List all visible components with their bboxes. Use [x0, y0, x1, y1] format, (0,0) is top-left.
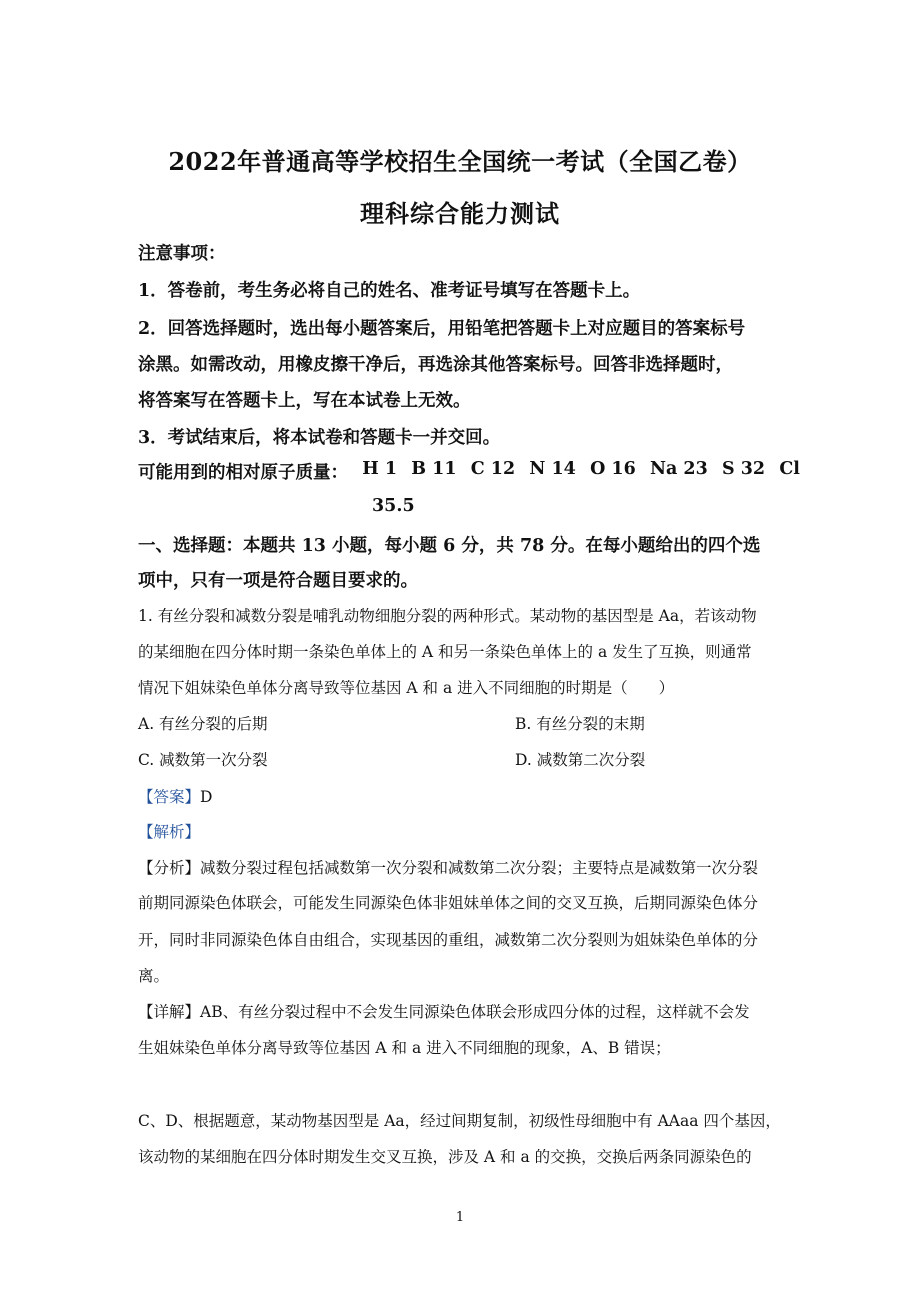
- question-1-line-1: 1. 有丝分裂和减数分裂是哺乳动物细胞分裂的两种形式。某动物的基因型是 Aa，若该动物: [138, 607, 757, 625]
- fenxi-line-1: [138, 856, 758, 878]
- exam-title: 2022年普通高等学校招生全国统一考试（全国乙卷）: [168, 147, 752, 176]
- fenxi-text: 减数分裂过程包括减数第一次分裂和减数第二次分裂；主要特点是减数第一次分裂: [200, 859, 759, 877]
- analysis-label-text: 【解析】: [138, 823, 201, 841]
- fenxi-line-2: 前期同源染色体联会，可能发生同源染色体非姐妹单体之间的交叉互换，后期同源染色体分: [138, 894, 759, 912]
- fenxi-label: 【分析】: [138, 859, 201, 877]
- atomic-mass-item: S 32: [722, 459, 766, 479]
- answer-label: 【答案】: [138, 788, 201, 806]
- answer-value: D: [200, 788, 213, 806]
- option-b: B. 有丝分裂的末期: [515, 715, 645, 733]
- xiangjie-label: 【详解】: [138, 1003, 201, 1021]
- notice-item-1: 1．答卷前，考生务必将自己的姓名、准考证号填写在答题卡上。: [138, 281, 641, 301]
- question-1-line-3: 情况下姐妹染色单体分离导致等位基因 A 和 a 进入不同细胞的时期是（ ）: [138, 679, 675, 697]
- fenxi-line-3: 开，同时非同源染色体自由组合，实现基因的重组，减数第二次分裂则为姐妹染色单体的分: [138, 931, 759, 949]
- page-number: 1: [455, 1210, 465, 1225]
- atomic-mass-item: N 14: [529, 459, 576, 479]
- section-heading-line-2: 项中，只有一项是符合题目要求的。: [138, 571, 418, 591]
- fenxi-line-4: 离。: [138, 967, 170, 985]
- section-heading-line-1: 一、选择题：本题共 13 小题，每小题 6 分，共 78 分。在每小题给出的四个选: [138, 536, 761, 556]
- atomic-mass-item: Na 23: [650, 459, 708, 479]
- notice-item-3: 3．考试结束后，将本试卷和答题卡一并交回。: [138, 428, 501, 448]
- atomic-mass-item: B 11: [411, 459, 457, 479]
- atomic-mass-continuation: 35.5: [372, 496, 415, 516]
- atomic-masses-line: [138, 459, 800, 484]
- atomic-mass-item: C 12: [470, 459, 516, 479]
- option-a: A. 有丝分裂的后期: [138, 715, 268, 733]
- cd-explanation-line-1: C、D、根据题意，某动物基因型是 Aa，经过间期复制，初级性母细胞中有 AAaa 四个基因，: [138, 1112, 781, 1130]
- notice-item-2-line-3: 将答案写在答题卡上，写在本试卷上无效。: [138, 391, 471, 411]
- xiangjie-line-1: [138, 1000, 750, 1022]
- xiangjie-text: AB、有丝分裂过程中不会发生同源染色体联会形成四分体的过程，这样就不会发: [200, 1003, 750, 1021]
- notice-item-2-line-2: 涂黑。如需改动，用橡皮擦干净后，再选涂其他答案标号。回答非选择题时，: [138, 355, 733, 375]
- answer-line: [138, 785, 212, 807]
- xiangjie-line-2: 生姐妹染色单体分离导致等位基因 A 和 a 进入不同细胞的现象，A、B 错误；: [138, 1039, 671, 1057]
- option-c: C. 减数第一次分裂: [138, 751, 268, 769]
- atomic-mass-item: O 16: [590, 459, 636, 479]
- exam-subtitle: 理科综合能力测试: [360, 199, 560, 228]
- cd-explanation-line-2: 该动物的某细胞在四分体时期发生交叉互换，涉及 A 和 a 的交换，交换后两条同源染色的: [138, 1148, 752, 1166]
- analysis-label: [138, 820, 200, 842]
- atomic-mass-item: H 1: [362, 459, 398, 479]
- question-1-line-2: 的某细胞在四分体时期一条染色单体上的 A 和另一条染色单体上的 a 发生了互换，则通常: [138, 643, 752, 661]
- atomic-mass-item: Cl: [779, 459, 800, 479]
- notice-heading: 注意事项：: [138, 244, 226, 264]
- notice-item-2-line-1: 2．回答选择题时，选出每小题答案后，用铅笔把答题卡上对应题目的答案标号: [138, 319, 746, 339]
- option-d: D. 减数第二次分裂: [515, 751, 646, 769]
- atomic-masses-label: 可能用到的相对原子质量：: [138, 463, 348, 483]
